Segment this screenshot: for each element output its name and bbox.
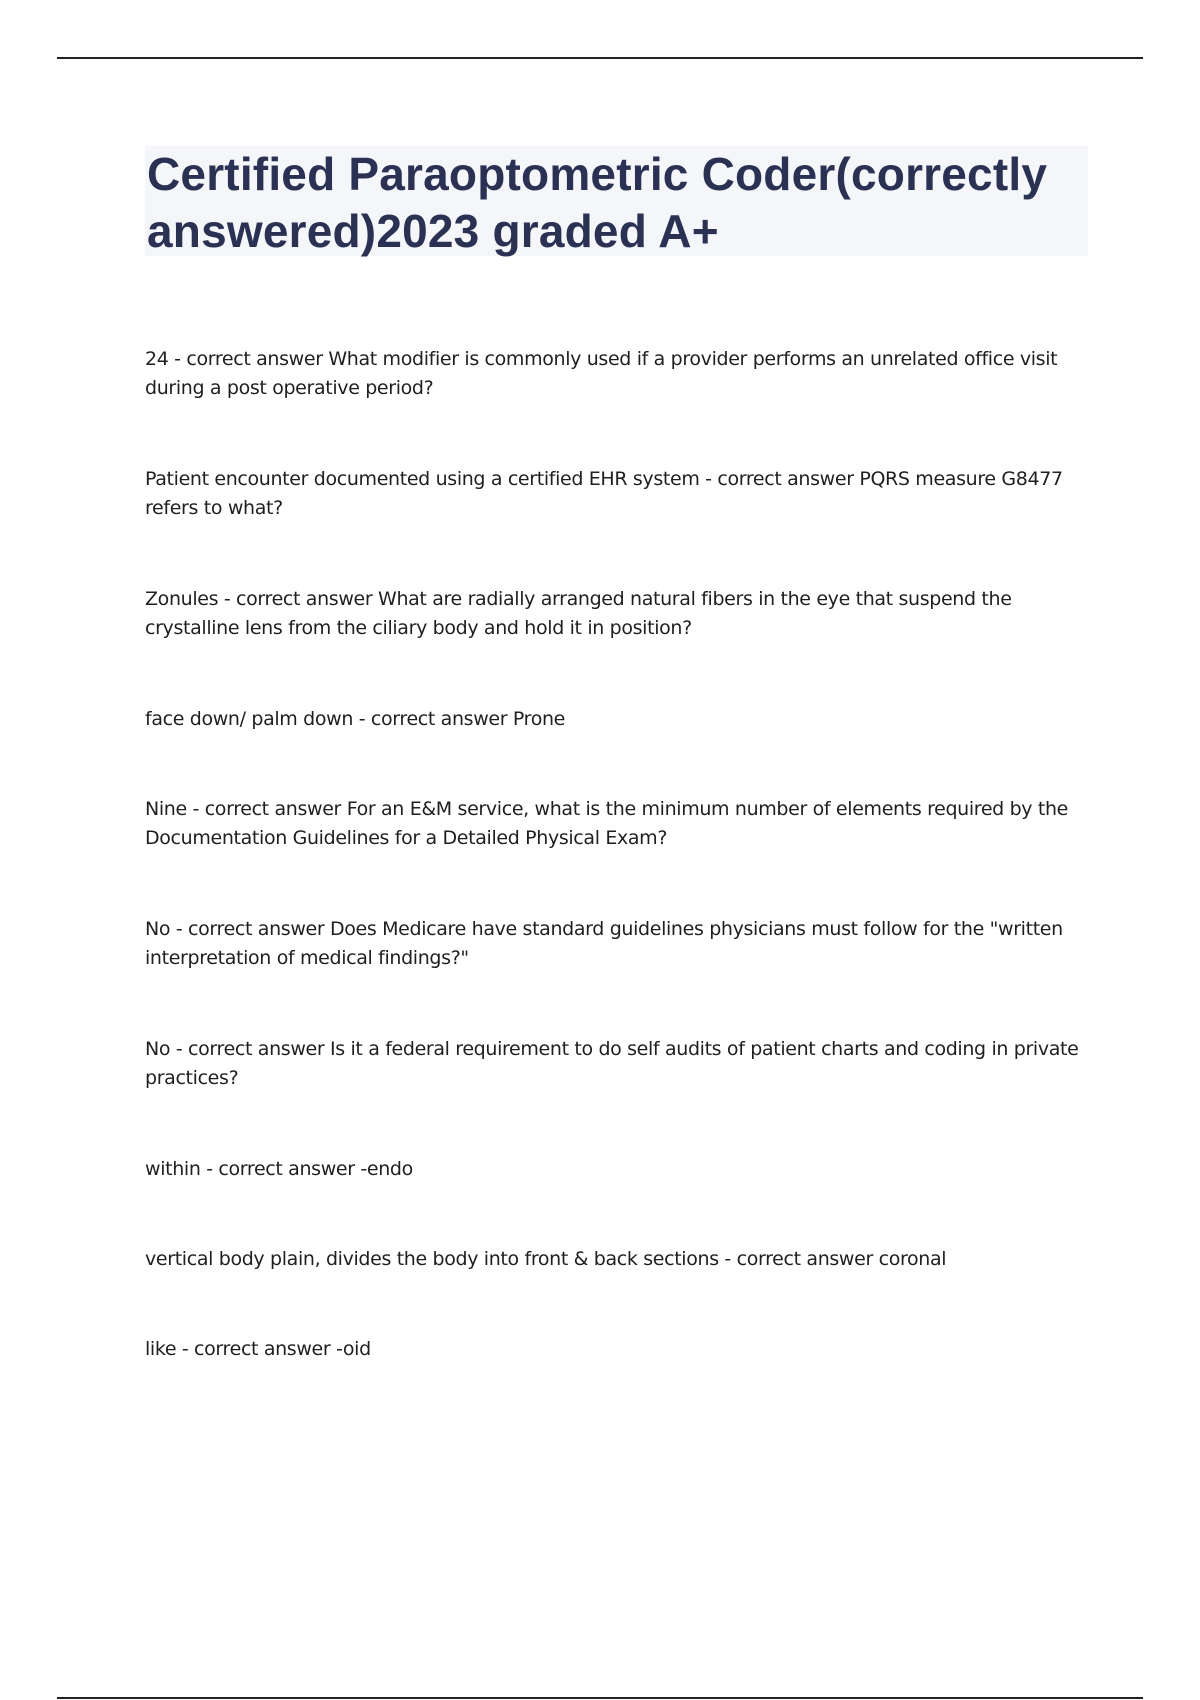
qa-item: face down/ palm down - correct answer Prone xyxy=(145,708,566,730)
title-banner xyxy=(145,146,1088,256)
qa-item: 24 - correct answer What modifier is commonly used if a provider performs an unrelated office visit during a post operative period? xyxy=(145,348,1058,399)
qa-item: vertical body plain, divides the body into front & back sections - correct answer coronal xyxy=(145,1248,947,1270)
qa-item: No - correct answer Is it a federal requirement to do self audits of patient charts and coding in private practices? xyxy=(145,1038,1079,1089)
qa-item: within - correct answer -endo xyxy=(145,1158,413,1180)
qa-item: Patient encounter documented using a certified EHR system - correct answer PQRS measure G8477 refers to what? xyxy=(145,468,1063,519)
top-divider xyxy=(57,57,1143,59)
qa-item: Nine - correct answer For an E&M service, what is the minimum number of elements required by the Documentation Guidelines for a Detailed Physical Exam? xyxy=(145,798,1068,849)
page-title: Certified Paraoptometric Coder(correctly answered)2023 graded A+ xyxy=(147,148,1048,257)
qa-item: like - correct answer -oid xyxy=(145,1338,371,1360)
bottom-divider xyxy=(57,1697,1143,1699)
qa-item: No - correct answer Does Medicare have standard guidelines physicians must follow for the "written interpretation of medical findings?" xyxy=(145,918,1063,969)
qa-item: Zonules - correct answer What are radially arranged natural fibers in the eye that suspend the crystalline lens from the ciliary body and hold it in position? xyxy=(145,588,1012,639)
